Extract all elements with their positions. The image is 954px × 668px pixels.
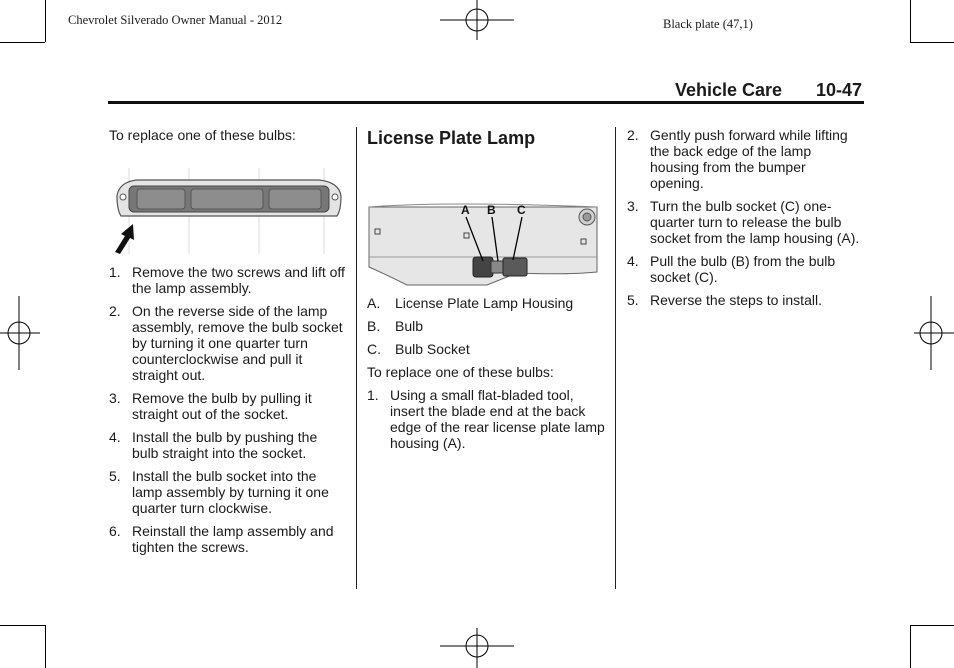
list-item: 5. Install the bulb socket into the lamp assembly by turning it one quarter turn clockwise.	[109, 468, 329, 516]
crop-mark	[910, 625, 954, 626]
column-2	[367, 127, 605, 458]
legend-item: B. Bulb	[367, 318, 424, 334]
list-item: 6. Reinstall the lamp assembly and tighten the screws.	[109, 523, 334, 555]
crop-mark	[45, 0, 46, 42]
intro-text: To replace one of these bulbs:	[367, 364, 554, 380]
list-item: 5. Reverse the steps to install.	[627, 292, 822, 308]
manual-title: Chevrolet Silverado Owner Manual - 2012	[68, 13, 283, 27]
page-number: 10-47	[816, 80, 863, 100]
registration-mark-top	[440, 0, 514, 42]
steps-list	[109, 264, 347, 555]
column-divider	[356, 127, 357, 589]
label-c: C	[517, 203, 526, 217]
steps-list	[367, 387, 605, 451]
lamp-assembly-illustration	[109, 162, 345, 254]
registration-mark-left	[0, 296, 42, 370]
legend-item: A. License Plate Lamp Housing	[367, 295, 574, 311]
label-b: B	[487, 203, 496, 217]
list-item: 2. Gently push forward while lifting the back edge of the lamp housing from the bumper opening.	[627, 127, 848, 191]
figure-legend	[367, 295, 605, 357]
list-item: 2. On the reverse side of the lamp assembly, remove the bulb socket by turning it one quarter turn counterclockwise and pull it straight out.	[109, 303, 343, 383]
registration-mark-right	[912, 296, 954, 370]
crop-mark	[0, 625, 45, 626]
crop-mark	[0, 42, 45, 43]
license-plate-lamp-illustration	[367, 157, 603, 287]
legend-item: C. Bulb Socket	[367, 341, 470, 357]
section-heading: License Plate Lamp	[367, 128, 536, 148]
label-a: A	[461, 203, 470, 217]
list-item: 1. Using a small flat-bladed tool, insert the blade end at the back edge of the rear license plate lamp housing (A).	[367, 387, 605, 451]
list-item: 4. Pull the bulb (B) from the bulb socket (C).	[627, 253, 836, 285]
column-1	[109, 127, 347, 562]
intro-text: To replace one of these bulbs:	[109, 127, 296, 143]
column-divider	[615, 127, 616, 589]
list-item: 3. Turn the bulb socket (C) one-quarter turn to release the bulb socket from the lamp housing (A).	[627, 198, 860, 246]
crop-mark	[910, 625, 911, 668]
plate-label: Black plate (47,1)	[663, 17, 753, 31]
pointer-arrow-icon	[115, 224, 134, 254]
list-item: 3. Remove the bulb by pulling it straight out of the socket.	[109, 390, 312, 422]
steps-list	[627, 127, 863, 308]
list-item: 1. Remove the two screws and lift off the lamp assembly.	[109, 264, 345, 296]
registration-mark-bottom	[440, 626, 514, 668]
section-title: Vehicle Care	[675, 80, 783, 100]
crop-mark	[910, 0, 911, 42]
header-rule	[108, 101, 864, 104]
list-item: 4. Install the bulb by pushing the bulb straight into the socket.	[109, 429, 318, 461]
crop-mark	[910, 42, 954, 43]
column-3	[627, 127, 863, 315]
crop-mark	[45, 625, 46, 668]
